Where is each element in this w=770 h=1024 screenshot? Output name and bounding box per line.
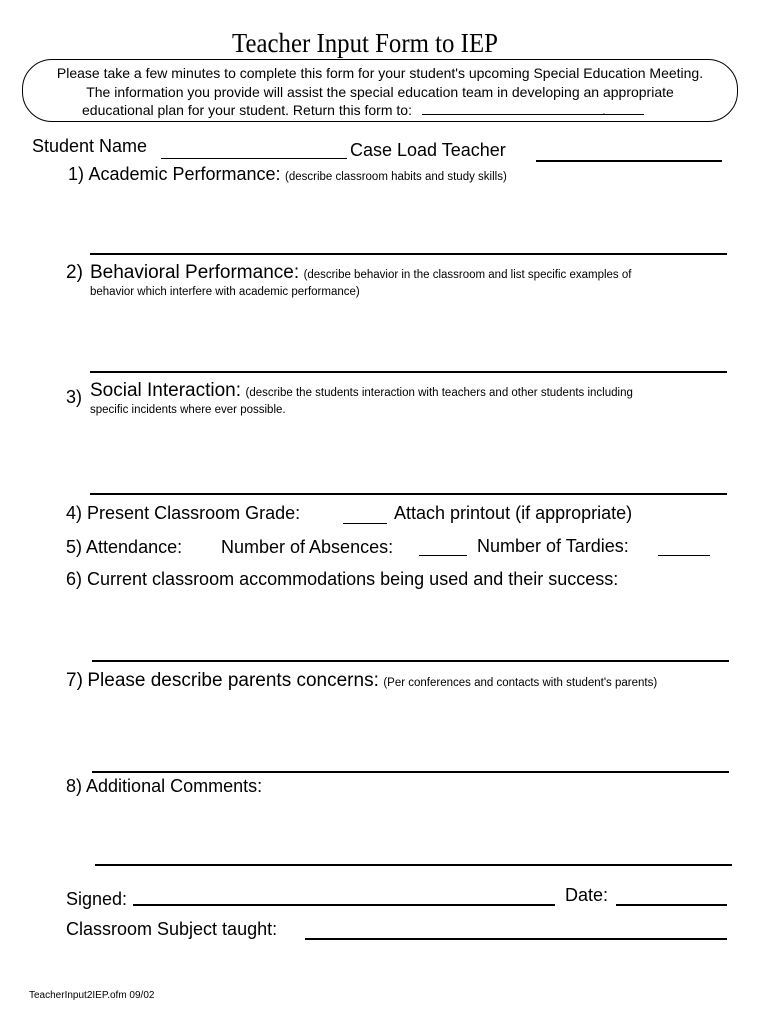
signed-label: Signed: (66, 889, 128, 909)
section-parents-concerns (66, 670, 657, 692)
section-additional-comments (66, 775, 262, 797)
section-label: Present Classroom Grade: (87, 503, 301, 523)
absences-label: Number of Absences: (221, 537, 394, 557)
intro-line-3-text: educational plan for your student. Return this form to: (82, 102, 412, 118)
student-name-field[interactable] (161, 138, 347, 159)
section-number: 7) (66, 670, 83, 691)
date-label: Date: (565, 885, 609, 905)
case-load-teacher-label: Case Load Teacher (350, 140, 506, 160)
case-load-teacher-field[interactable] (536, 140, 722, 162)
intro-line-1: Please take a few minutes to complete this form for your student's upcoming Special Education Meeting. (56, 65, 704, 81)
tardies-field[interactable] (658, 536, 710, 556)
section-number: 8) (66, 776, 83, 796)
parents-concerns-field[interactable] (92, 700, 728, 770)
accommodations-field[interactable] (92, 595, 728, 660)
tardies-label: Number of Tardies: (477, 536, 629, 556)
intro-line-2: The information you provide will assist the special education team in developing an appropriate (86, 84, 674, 100)
date-field[interactable] (616, 884, 727, 906)
section-attendance (66, 536, 182, 558)
subject-taught-field[interactable] (305, 918, 727, 940)
behavioral-performance-field[interactable] (90, 305, 726, 370)
section-label: Behavioral Performance: (90, 262, 300, 283)
section-label: Additional Comments: (86, 776, 263, 796)
section-number: 5) (66, 537, 83, 557)
section-label: Social Interaction: (90, 380, 242, 401)
section-behavioral-performance (90, 262, 631, 284)
classroom-grade-field[interactable] (343, 504, 387, 524)
accommodations-underline (92, 660, 729, 662)
section-label: Attendance: (86, 537, 183, 557)
behavioral-performance-underline (90, 371, 727, 373)
section-number: 1) (68, 164, 85, 184)
intro-line-3 (82, 102, 606, 119)
additional-comments-field[interactable] (95, 800, 731, 863)
section-social-interaction (90, 380, 633, 402)
section-hint-continued: specific incidents where ever possible. (90, 404, 286, 416)
subject-taught-label: Classroom Subject taught: (66, 919, 278, 939)
section-accommodations (66, 568, 618, 590)
footer-file-code: TeacherInput2IEP.ofm 09/02 (29, 990, 155, 1001)
parents-concerns-underline (92, 771, 729, 773)
section-academic-performance (68, 163, 507, 185)
section-hint: (describe classroom habits and study skills) (285, 171, 507, 183)
section-hint: (describe behavior in the classroom and list specific examples of (303, 269, 632, 281)
student-name-label: Student Name (32, 136, 148, 156)
section-3-number: 3) (66, 387, 83, 407)
section-hint: (Per conferences and contacts with student's parents) (383, 677, 658, 689)
absences-field[interactable] (419, 536, 467, 556)
section-label: Academic Performance: (88, 164, 281, 184)
academic-performance-field[interactable] (90, 190, 726, 252)
social-interaction-underline (90, 493, 727, 495)
page-title: Teacher Input Form to IEP (232, 28, 498, 58)
return-to-field[interactable] (422, 114, 644, 115)
section-number: 6) (66, 569, 83, 589)
academic-performance-underline (90, 253, 727, 255)
section-2-number: 2) (66, 262, 83, 283)
section-label: Current classroom accommodations being used and their success: (87, 569, 619, 589)
section-number: 4) (66, 503, 83, 523)
additional-comments-underline (95, 864, 732, 866)
section-hint-continued: behavior which interfere with academic performance) (90, 286, 360, 298)
intro-line-3-end: . (601, 102, 606, 118)
section-hint: (describe the students interaction with teachers and other students including (245, 387, 633, 399)
attach-printout-note: Attach printout (if appropriate) (394, 503, 633, 523)
signed-field[interactable] (133, 884, 555, 906)
section-present-classroom-grade (66, 502, 300, 524)
social-interaction-field[interactable] (90, 422, 726, 492)
section-label: Please describe parents concerns: (87, 670, 379, 691)
